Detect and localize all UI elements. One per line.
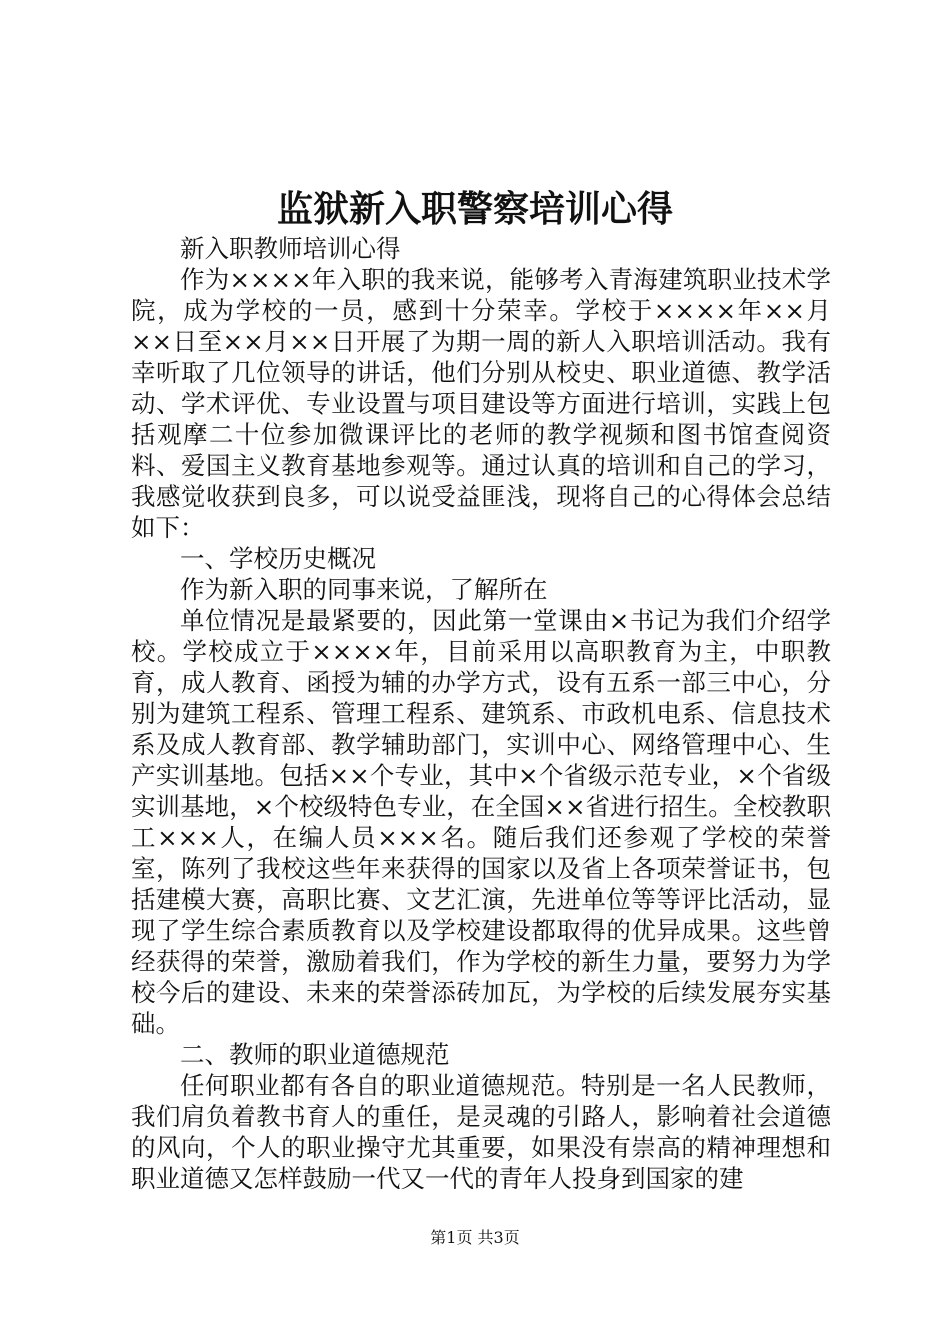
section-heading-history: 一、学校历史概况 (180, 544, 376, 573)
page-number-footer: 第1页 共3页 (430, 1228, 520, 1247)
section-heading-ethics: 二、教师的职业道德规范 (180, 1040, 450, 1069)
document-title: 监狱新入职警察培训心得 (276, 188, 673, 230)
paragraph-history-lead: 作为新入职的同事来说，了解所在 (180, 575, 548, 604)
paragraph-history: 单位情况是最紧要的，因此第一堂课由×书记为我们介绍学校。学校成立于××××年，目前采用以高职教育为主，中职教育，成人教育、函授为辅的办学方式，设有五系一部三中心，分别为建筑工程系、管理工程系、建筑系、市政机电系、信息技术系及成人教育部、教学辅助部门，实训中心、网络管理中心、生产实训基地。包括××个专业，其中×个省级示范专业，×个省级实训基地，×个校级特色专业，在全国××省进行招生。全校教职工×××人，在编人员×××名。随后我们还参观了学校的荣誉室，陈列了我校这些年来获得的国家以及省上各项荣誉证书，包括建模大赛，高职比赛、文艺汇演，先进单位等等评比活动，显现了学生综合素质教育以及学校建设都取得的优异成果。这些曾经获得的荣誉，激励着我们，作为学校的新生力量，要努力为学校今后的建设、未来的荣誉添砖加瓦，为学校的后续发展夯实基础。 (131, 606, 831, 1038)
paragraph-ethics: 任何职业都有各自的职业道德规范。特别是一名人民教师，我们肩负着教书育人的重任，是灵魂的引路人，影响着社会道德的风向，个人的职业操守尤其重要，如果没有崇高的精神理想和职业道德又怎样鼓励一代又一代的青年人投身到国家的建 (131, 1071, 831, 1193)
paragraph-intro: 作为××××年入职的我来说，能够考入青海建筑职业技术学院，成为学校的一员，感到十分荣幸。学校于××××年××月××日至××月××日开展了为期一周的新人入职培训活动。我有幸听取了几位领导的讲话，他们分别从校史、职业道德、教学活动、学术评优、专业设置与项目建设等方面进行培训，实践上包括观摩二十位参加微课评比的老师的教学视频和图书馆查阅资料、爱国主义教育基地参观等。通过认真的培训和自己的学习，我感觉收获到良多，可以说受益匪浅，现将自己的心得体会总结如下： (131, 265, 831, 542)
document-body (131, 233, 831, 1194)
paragraph-subtitle: 新入职教师培训心得 (180, 234, 401, 263)
